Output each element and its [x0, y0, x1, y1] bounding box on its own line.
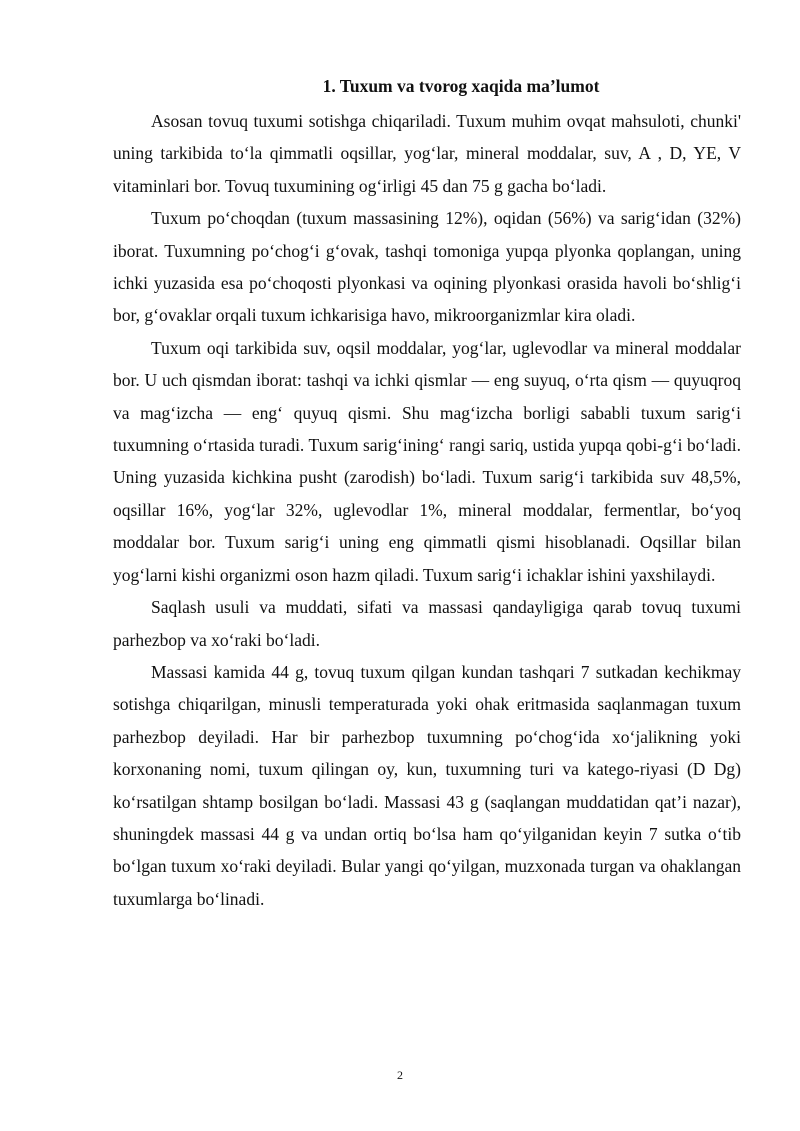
- paragraph-egg-composition: Tuxum po‘choqdan (tuxum massasining 12%), oqidan (56%) va sarig‘idan (32%) iborat. Tuxumning po‘chog‘i g‘ovak, tashqi tomoniga yupqa plyonka qoplangan, uning ichki yuzasida esa po‘choqosti plyonkasi va oqining plyonkasi orasida havoli bo‘shlig‘i bor, g‘ovaklar orqali tuxum ichkarisiga havo, mikroorganizmlar kira oladi.: [113, 208, 741, 326]
- page-number: 2: [397, 1068, 403, 1082]
- paragraph-dietary-eggs: Massasi kamida 44 g, tovuq tuxum qilgan kundan tashqari 7 sutkadan kechikmay sotishga chiqarilgan, minusli temperaturada yoki ohak eritmasida saqlanmagan tuxum parhezbop deyiladi. Har bir parhezbop tuxumning po‘chog‘ida xo‘jalikning yoki korxonaning nomi, tuxum qilingan oy, kun, tuxumning turi va katego-riyasi (D Dg) ko‘rsatilgan shtamp bosilgan bo‘ladi. Massasi 43 g (saqlangan muddatidan qat’i nazar), shuningdek massasi 44 g va undan ortiq bo‘lsa ham qo‘yilganidan keyin 7 sutka o‘tib bo‘lgan tuxum xo‘raki deyiladi. Bular yangi qo‘yilgan, muzxonada turgan va ohaklangan tuxumlarga bo‘linadi.: [113, 661, 741, 909]
- paragraph-egg-white-yolk: Tuxum oqi tarkibida suv, oqsil moddalar, yog‘lar, uglevodlar va mineral moddalar bor. U uch qismdan iborat: tashqi va ichki qismlar — eng suyuq, o‘rta qism — quyuqroq va mag‘izcha — eng‘ quyuq qismi. Shu mag‘izcha borligi sababli tuxum sarig‘i tuxumning o‘rtasida turadi. Tuxum sarig‘ining‘ rangi sariq, ustida yupqa qobi-g‘i bo‘ladi. Uning yuzasida kichkina pusht (zarodish) bo‘ladi. Tuxum sarig‘i tarkibida suv 48,5%, oqsillar 16%, yog‘lar 32%, uglevodlar 1%, mineral moddalar, fermentlar, bo‘yoq moddalar bor. Tuxum sarig‘i uning eng qimmatli qismi hisoblanadi. Oqsillar bilan yog‘larni kishi organizmi oson hazm qiladi. Tuxum sarig‘i ichaklar ishini yaxshilaydi.: [113, 337, 741, 585]
- paragraph-eggs-intro: Asosan tovuq tuxumi sotishga chiqariladi. Tuxum muhim ovqat mahsuloti, chunki' uning tarkibida to‘la qimmatli oqsillar, yog‘lar, mineral moddalar, suv, A , D, YE, V vitaminlari bor. Tovuq tuxumining og‘irligi 45 dan 75 g gacha bo‘ladi.: [113, 111, 741, 196]
- body-text: [113, 105, 741, 915]
- section-title: 1. Tuxum va tvorog xaqida ma’lumot: [322, 76, 600, 96]
- paragraph-egg-classification: Saqlash usuli va muddati, sifati va massasi qandayligiga qarab tovuq tuxumi parhezbop va xo‘raki bo‘ladi.: [113, 597, 741, 650]
